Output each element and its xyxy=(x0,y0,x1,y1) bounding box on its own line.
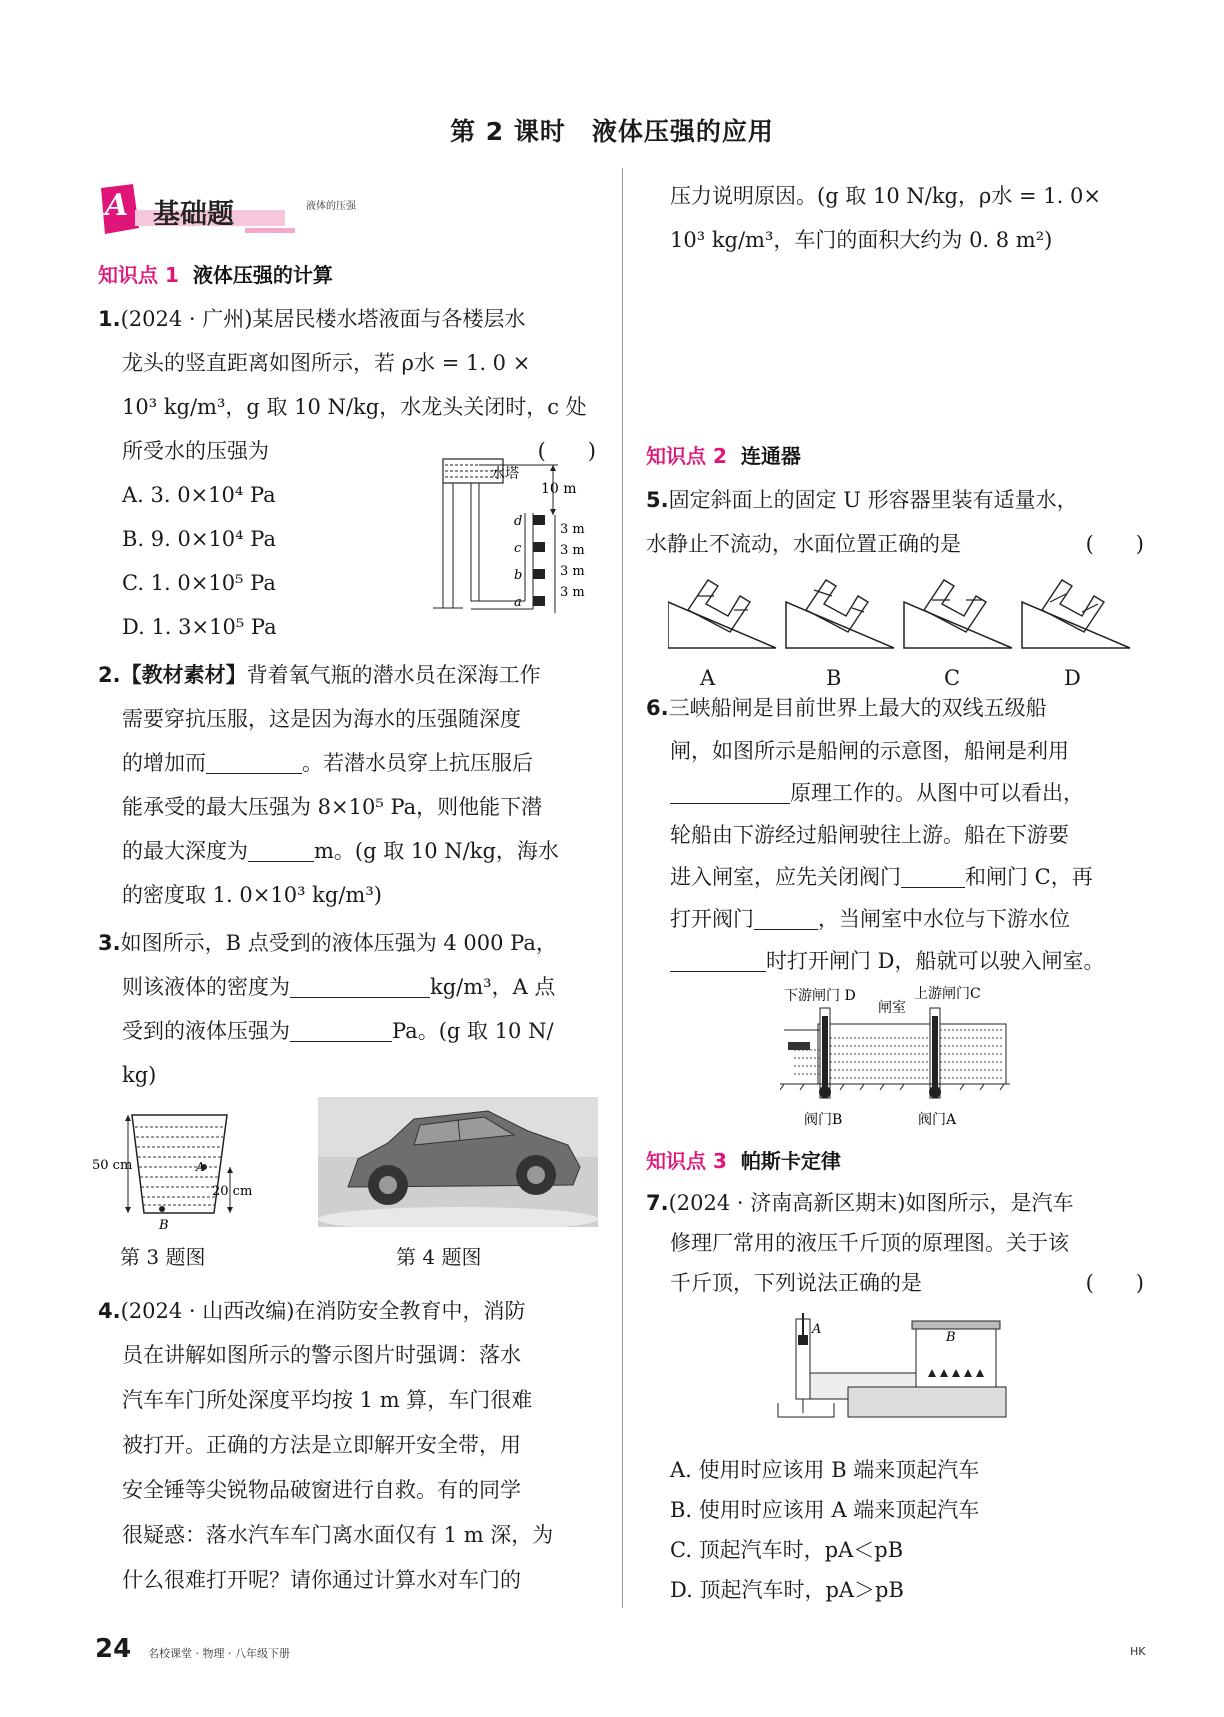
q1-line: (2024 · 广州)某居民楼水塔液面与各楼层水 xyxy=(120,307,526,331)
q4-figure-car-in-water xyxy=(318,1097,598,1227)
q7-line-2: 修理厂常用的液压千斤顶的原理图。关于该 xyxy=(670,1231,1069,1255)
q6-valve-a-label: 阀门A xyxy=(918,1112,957,1128)
q5-option-a: A xyxy=(700,666,716,690)
q4-caption: 第 4 题图 xyxy=(396,1245,482,1269)
q7-option-b: B. 使用时应该用 A 端来顶起汽车 xyxy=(670,1498,980,1522)
q2-number: 2. xyxy=(98,663,121,687)
footer-book-title: 名校课堂 · 物理 · 八年级下册 xyxy=(148,1647,290,1660)
q5-option-c: C xyxy=(944,666,961,690)
banner-small-note: 液体的压强 xyxy=(306,201,356,212)
banner-letter: A xyxy=(105,188,129,223)
q4-line: 被打开。正确的方法是立即解开安全带，用 xyxy=(122,1433,521,1457)
q7-line-1: (2024 · 济南高新区期末)如图所示，是汽车 xyxy=(668,1191,1074,1215)
question-4 xyxy=(98,1289,596,1603)
q1-line: 龙头的竖直距离如图所示，若 ρ水 = 1. 0 × xyxy=(122,351,531,375)
q7-answer-paren: ( ) xyxy=(1085,1271,1144,1295)
q5-option-d: D xyxy=(1064,666,1081,690)
q6-line-6b: ，当闸室中水位与下游水位 xyxy=(818,907,1070,931)
q5-line-2: 水静止不流动，水面位置正确的是 xyxy=(646,532,961,556)
q3-line-4: kg) xyxy=(122,1063,157,1087)
question-2 xyxy=(98,653,596,917)
q5-figures xyxy=(646,566,1144,700)
left-column xyxy=(92,253,596,1603)
footer-edition: HK xyxy=(1130,1645,1146,1658)
kp2-label: 知识点 2 xyxy=(646,444,727,468)
question-3 xyxy=(98,921,596,1097)
q7-number: 7. xyxy=(646,1191,669,1215)
q2-line-5b: m。(g 取 10 N/kg，海水 xyxy=(314,839,559,863)
kp1-title: 液体压强的计算 xyxy=(192,263,333,287)
question-5 xyxy=(646,478,1144,700)
q2-line-6: 的密度取 1. 0×10³ kg/m³) xyxy=(122,883,382,907)
kp1-label: 知识点 1 xyxy=(98,263,179,287)
q3-figure-container xyxy=(92,1105,252,1233)
q4-continued-line-1: 压力说明原因。(g 取 10 N/kg，ρ水 = 1. 0× xyxy=(670,184,1101,208)
q3-line-2b: kg/m³，A 点 xyxy=(430,975,556,999)
q3-line-1: 如图所示，B 点受到的液体压强为 4 000 Pa， xyxy=(120,931,557,955)
q2-line-3a: 的增加而 xyxy=(122,751,206,775)
q6-line-3b: 原理工作的。从图中可以看出， xyxy=(790,781,1084,805)
kp3-label: 知识点 3 xyxy=(646,1149,727,1173)
q1-option-c: C. 1. 0×10⁵ Pa xyxy=(122,571,276,595)
q6-blank-1[interactable] xyxy=(670,773,790,804)
banner-label: 基础题 xyxy=(153,199,234,230)
kp3-title: 帕斯卡定律 xyxy=(740,1149,841,1173)
q3-line-3a: 受到的液体压强为 xyxy=(122,1019,290,1043)
kp2-title: 连通器 xyxy=(740,444,801,468)
q6-valve-b-label: 阀门B xyxy=(804,1112,843,1128)
question-6 xyxy=(646,686,1144,1147)
q1-gap-4: 3 m xyxy=(560,585,585,600)
q1-height-label: 10 m xyxy=(541,481,577,497)
q1-option-a: A. 3. 0×10⁴ Pa xyxy=(122,483,276,507)
knowledge-point-1 xyxy=(98,253,596,297)
q4-line: 汽车车门所处深度平均按 1 m 算，车门很难 xyxy=(122,1388,533,1412)
q4-line: 什么很难打开呢？请你通过计算水对车门的 xyxy=(122,1568,521,1592)
knowledge-point-2 xyxy=(646,434,1144,478)
q7-option-d: D. 顶起汽车时，pA＞pB xyxy=(670,1578,904,1602)
q3-depth-a: 20 cm xyxy=(212,1184,252,1199)
q6-line-2: 闸，如图所示是船闸的示意图，船闸是利用 xyxy=(670,739,1069,763)
q6-figure-ship-lock xyxy=(780,986,1010,1132)
q1-figure-water-tower xyxy=(433,453,603,623)
q4-number: 4. xyxy=(98,1299,121,1323)
q6-line-5a: 进入闸室，应先关闭阀门 xyxy=(670,865,901,889)
q1-floor-b: b xyxy=(514,568,523,583)
q6-chamber-label: 闸室 xyxy=(878,1000,906,1016)
q4-line: 安全锤等尖锐物品破窗进行自救。有的同学 xyxy=(122,1478,521,1502)
q7-option-c: C. 顶起汽车时，pA＜pB xyxy=(670,1538,904,1562)
q7-figure-hydraulic-jack xyxy=(776,1313,1016,1433)
q5-option-b: B xyxy=(826,666,842,690)
q3-point-b: B xyxy=(159,1218,169,1233)
q4-line: 很疑惑：落水汽车车门离水面仅有 1 m 深，为 xyxy=(122,1523,554,1547)
q2-line-3b: 。若潜水员穿上抗压服后 xyxy=(302,751,533,775)
q6-line-1: 三峡船闸是目前世界上最大的双线五级船 xyxy=(668,696,1047,720)
q6-line-7b: 时打开闸门 D，船就可以驶入闸室。 xyxy=(766,949,1105,973)
q3-blank-2[interactable] xyxy=(290,1011,392,1042)
q1-floor-d: d xyxy=(514,514,523,529)
q6-line-6a: 打开阀门 xyxy=(670,907,754,931)
q5-line-1: 固定斜面上的固定 U 形容器里装有适量水， xyxy=(668,488,1078,512)
q3-number: 3. xyxy=(98,931,121,955)
q1-tower-label: 水塔 xyxy=(491,466,519,482)
q6-gate-c-label: 上游闸门C xyxy=(914,986,981,1002)
q6-line-5b: 和闸门 C，再 xyxy=(965,865,1093,889)
q7-line-3: 千斤顶，下列说法正确的是 xyxy=(670,1271,922,1295)
q1-floor-c: c xyxy=(514,541,522,556)
section-banner xyxy=(95,182,305,242)
question-7 xyxy=(646,1183,1144,1610)
q6-blank-2[interactable] xyxy=(901,857,965,888)
q6-number: 6. xyxy=(646,696,669,720)
q7-label-b: B xyxy=(946,1330,956,1345)
q3-caption: 第 3 题图 xyxy=(120,1245,206,1269)
q4-continued-line-2: 10³ kg/m³，车门的面积大约为 0. 8 m²) xyxy=(670,228,1053,252)
right-column xyxy=(646,174,1144,1610)
q2-tag: 【教材素材】 xyxy=(120,663,247,687)
q5-answer-paren: ( ) xyxy=(1085,532,1144,556)
q7-label-a: A xyxy=(812,1322,822,1337)
q2-blank-2[interactable] xyxy=(248,831,314,862)
page-number: 24 xyxy=(95,1634,132,1664)
q1-line: 所受水的压强为 xyxy=(122,439,269,463)
q6-line-4: 轮船由下游经过船闸驶往上游。船在下游要 xyxy=(670,823,1069,847)
q3-point-a: A xyxy=(196,1160,205,1174)
q2-line-1: 背着氧气瓶的潜水员在深海工作 xyxy=(246,663,541,687)
q7-option-a: A. 使用时应该用 B 端来顶起汽车 xyxy=(670,1458,980,1482)
q1-gap-2: 3 m xyxy=(560,543,585,558)
q1-number: 1. xyxy=(98,307,121,331)
q4-line: 员在讲解如图所示的警示图片时强调：落水 xyxy=(122,1343,521,1367)
q3-depth-total: 50 cm xyxy=(92,1158,133,1173)
q1-option-d: D. 1. 3×10⁵ Pa xyxy=(122,615,277,639)
q1-line: 10³ kg/m³，g 取 10 N/kg，水龙头关闭时，c 处 xyxy=(122,395,587,419)
q6-blank-3[interactable] xyxy=(754,899,818,930)
q1-option-b: B. 9. 0×10⁴ Pa xyxy=(122,527,276,551)
q5-number: 5. xyxy=(646,488,669,512)
q4-line: (2024 · 山西改编)在消防安全教育中，消防 xyxy=(120,1299,526,1323)
q5-u-tube-options xyxy=(668,572,1144,652)
column-divider xyxy=(622,168,623,1608)
question-1 xyxy=(98,297,596,649)
q1-gap-1: 3 m xyxy=(560,522,585,537)
q1-answer-paren: ( ) xyxy=(537,439,596,463)
page-title: 第 2 课时 液体压强的应用 xyxy=(450,117,774,146)
q6-gate-d-label: 下游闸门 D xyxy=(784,988,856,1004)
q2-line-4: 能承受的最大压强为 8×10⁵ Pa，则他能下潜 xyxy=(122,795,543,819)
q4-answer-space xyxy=(646,262,1144,434)
figures-row xyxy=(92,1105,596,1293)
q3-line-3b: Pa。(g 取 10 N/ xyxy=(392,1019,554,1043)
q1-gap-3: 3 m xyxy=(560,564,585,579)
q2-blank-1[interactable] xyxy=(206,743,302,774)
q6-blank-4[interactable] xyxy=(670,941,766,972)
q2-line-5a: 的最大深度为 xyxy=(122,839,248,863)
q3-line-2a: 则该液体的密度为 xyxy=(122,975,290,999)
q3-blank-1[interactable] xyxy=(290,967,430,998)
q2-line-2: 需要穿抗压服，这是因为海水的压强随深度 xyxy=(122,707,521,731)
q1-floor-a: a xyxy=(514,595,522,610)
